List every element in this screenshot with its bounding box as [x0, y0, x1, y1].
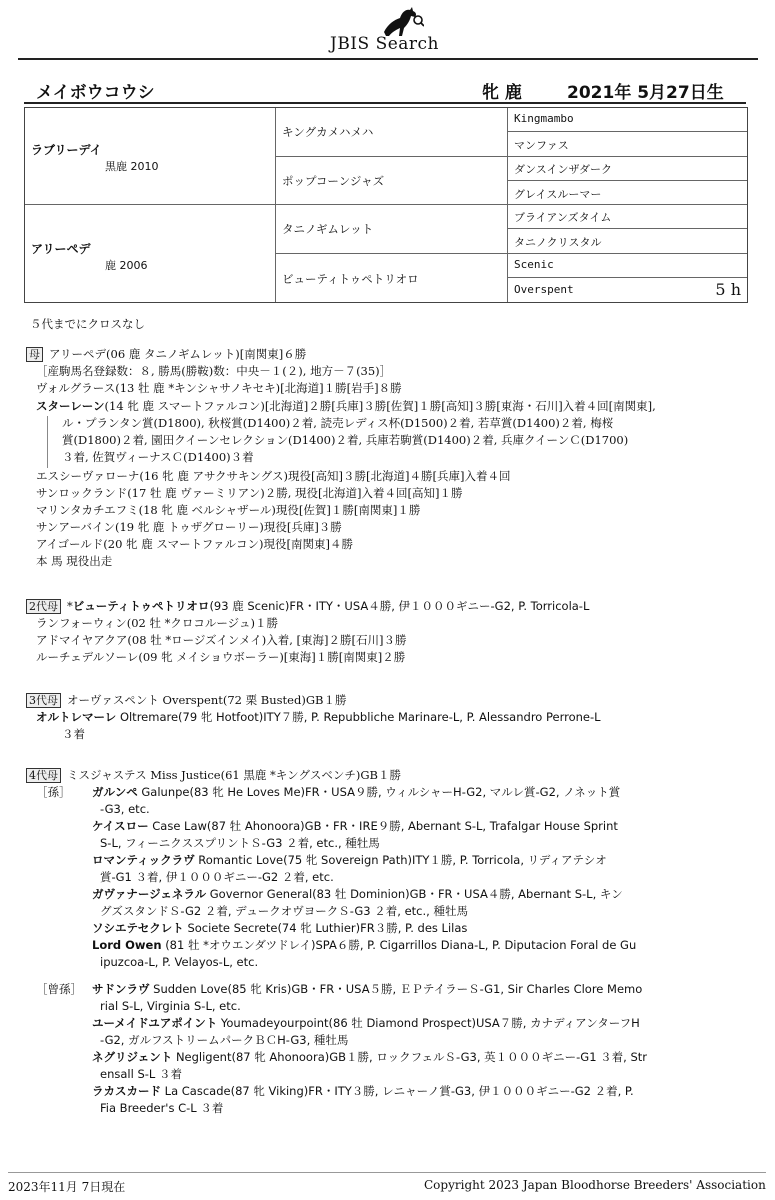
- pedigree-g3-cell[interactable]: [508, 254, 747, 278]
- descendant-name: ロマンティックラヴ: [92, 853, 195, 867]
- fourth-dam-line: ミスジャステス Miss Justice(61 黒鹿 *キングスベンチ)GB１勝: [67, 768, 401, 782]
- pedigree-g2-name: ポップコーンジャズ: [282, 174, 385, 188]
- descendant-entry[interactable]: [92, 1049, 647, 1066]
- descendant-info-cont: rial S-L, Virginia S-L, etc.: [100, 999, 241, 1013]
- pedigree-g3-cell[interactable]: [508, 108, 747, 132]
- second-dam-info: (93 鹿 Scenic)FR・ITY・USA４勝, 伊１０００ギニー-G2, P. Torricola-L: [209, 599, 590, 613]
- pedigree-g3-name: タニノクリスタル: [514, 236, 602, 249]
- pedigree-g2-name: キングカメハメハ: [282, 125, 374, 139]
- pedigree-g2-cell[interactable]: [276, 157, 508, 205]
- pedigree-g2-cell[interactable]: [276, 205, 508, 254]
- third-dam-tag: 3代母: [26, 693, 61, 708]
- second-dam-header: [26, 598, 589, 615]
- descendant-name: ネグリジェント: [92, 1050, 173, 1064]
- sex-color: 牝 鹿: [482, 83, 522, 103]
- horse-name: メイボウコウシ: [36, 83, 155, 103]
- fourth-dam-tag: 4代母: [26, 768, 61, 783]
- descendant-entry[interactable]: [92, 852, 607, 869]
- descendant-info-cont: ensall S-L ３着: [100, 1067, 182, 1081]
- descendant-info: Romantic Love(75 牝 Sovereign Path)ITY１勝, P. Torricola, リディアテシオ: [198, 853, 607, 867]
- logo-text: JBIS Search: [330, 34, 440, 54]
- grandchild-label: ［孫］: [36, 785, 71, 799]
- title-underline: [24, 102, 746, 104]
- offspring-line[interactable]: サンアーバイン(19 牝 鹿 トゥザグローリー)現役[兵庫]３勝: [36, 520, 342, 534]
- pedigree-g3-name: グレイスルーマー: [514, 188, 602, 201]
- offspring-line: 本 馬 現役出走: [36, 554, 113, 568]
- header-divider: [18, 58, 758, 60]
- dam-line: アリーペデ(06 鹿 タニノギムレット)[南関東]６勝: [49, 347, 307, 361]
- descendant-name: ユーメイドユアポイント: [92, 1016, 218, 1030]
- descendant-name: ソシエテセクレト: [92, 921, 184, 935]
- descendant-entry[interactable]: [92, 920, 467, 937]
- offspring-line[interactable]: アイゴールド(20 牝 鹿 スマートファルコン)現役[南関東]４勝: [36, 537, 354, 551]
- descendant-info: Case Law(87 牡 Ahonoora)GB・FR・IRE９勝, Abernant S-L, Trafalgar House Sprint: [152, 819, 618, 833]
- dam-info: 鹿 2006: [105, 259, 148, 272]
- second-dam-tag: 2代母: [26, 599, 61, 614]
- descendant-info: Societe Secrete(74 牝 Luthier)FR３勝, P. des Lilas: [187, 921, 468, 935]
- great-grandchild-label: ［曾孫］: [36, 982, 82, 996]
- descendant-entry[interactable]: [92, 937, 636, 954]
- descendant-info-cont: 賞-G1 ３着, 伊１０００ギニー-G2 ２着, etc.: [100, 870, 334, 884]
- descendant-entry[interactable]: [92, 818, 618, 835]
- descendant-info: Negligent(87 牝 Ahonoora)GB１勝, ロックフェルＳ-G3, 英１０００ギニー-G1 ３着, Str: [175, 1050, 648, 1064]
- descendant-info-cont: S-L, フィーニクススプリントＳ-G3 ２着, etc., 種牡馬: [100, 836, 380, 850]
- third-dam-child-extra: ３着: [62, 727, 85, 741]
- descendant-info-cont: -G2, ガルフストリームパークＢＣH-G3, 種牡馬: [100, 1033, 349, 1047]
- descendant-info: Sudden Love(85 牝 Kris)GB・FR・USA５勝, ＥＰテイラーＳ-G1, Sir Charles Clore Memo: [153, 982, 643, 996]
- descendant-info-cont: グズスタンドＳ-G2 ２着, デュークオヴヨークＳ-G3 ２着, etc., 種牡馬: [100, 904, 468, 918]
- descendant-info-cont: -G3, etc.: [100, 802, 150, 816]
- descendant-name: ケイスロー: [92, 819, 149, 833]
- descendant-entry[interactable]: [92, 886, 623, 903]
- jbis-logo[interactable]: [330, 6, 460, 54]
- descendant-info: Youmadeyourpoint(86 牡 Diamond Prospect)USA７勝, カナディアンターフH: [220, 1016, 640, 1030]
- bracket-line: [47, 416, 48, 468]
- pedigree-g3-cell[interactable]: [508, 181, 747, 205]
- footer-date: 2023年11月 7日現在: [8, 1180, 126, 1194]
- descendant-name: Lord Owen: [92, 938, 162, 952]
- pedigree-g3-name: ブライアンズタイム: [514, 211, 612, 224]
- descendant-entry[interactable]: [92, 1083, 634, 1100]
- footer-copyright: Copyright 2023 Japan Bloodhorse Breeders' Association: [424, 1178, 766, 1192]
- descendant-info-cont: Fia Breeder's C-L ３着: [100, 1101, 224, 1115]
- offspring-line[interactable]: ルーチェデルソーレ(09 牝 メイショウボーラー)[東海]１勝[南関東]２勝: [36, 650, 406, 664]
- offspring-star-line: (14 牝 鹿 スマートファルコン)[北海道]２勝[兵庫]３勝[佐賀]１勝[高知]３勝[東海・石川]入着４回[南関東],: [104, 399, 656, 413]
- offspring-star[interactable]: [36, 398, 656, 415]
- offspring-line[interactable]: サンロックランド(17 牡 鹿 ヴァーミリアン)２勝, 現役[北海道]入着４回[高知]１勝: [36, 486, 463, 500]
- descendant-info: (81 牡 *オウエンダツドレイ)SPA６勝, P. Cigarrillos Diana-L, P. Diputacion Foral de Gu: [165, 938, 637, 952]
- descendant-info: Governor General(83 牡 Dominion)GB・FR・USA４勝, Abernant S-L, キン: [209, 887, 623, 901]
- descendant-name: サドンラヴ: [92, 982, 150, 996]
- pedigree-g3-cell[interactable]: [508, 205, 747, 229]
- sire-name: ラブリーデイ: [31, 143, 102, 157]
- pedigree-g3-cell[interactable]: [508, 132, 747, 157]
- offspring-line[interactable]: エスシーヴァローナ(16 牝 鹿 アサクサキングス)現役[高知]３勝[北海道]４勝[兵庫]入着４回: [36, 469, 511, 483]
- pedigree-g2-cell[interactable]: [276, 254, 508, 302]
- third-dam-child-name: オルトレマーレ: [36, 710, 117, 724]
- offspring-line[interactable]: ヴォルグラース(13 牡 鹿 *キンシャサノキセキ)[北海道]１勝[岩手]８勝: [36, 381, 402, 395]
- offspring-line[interactable]: ランフォーウィン(02 牡 *クロコルージュ)１勝: [36, 616, 278, 630]
- offspring-line[interactable]: アドマイヤアクア(08 牡 *ロージズインメイ)入着, [東海]２勝[石川]３勝: [36, 633, 407, 647]
- fourth-dam-header: [26, 767, 401, 784]
- descendant-entry[interactable]: [92, 981, 642, 998]
- sire-info: 黒鹿 2010: [105, 160, 159, 173]
- birth-date: 2021年 5月27日生: [567, 83, 724, 103]
- pedigree-table: [24, 107, 748, 303]
- pedigree-g3-name: Overspent: [514, 283, 574, 296]
- pedigree-g2-cell[interactable]: [276, 108, 508, 157]
- pedigree-g2-name: タニノギムレット: [282, 222, 374, 236]
- footer-divider: [8, 1172, 766, 1173]
- pedigree-g3-name: ダンスインザダーク: [514, 163, 613, 176]
- descendant-entry[interactable]: [92, 784, 620, 801]
- offspring-line[interactable]: マリンタカチエフミ(18 牝 鹿 ベルシャザール)現役[佐賀]１勝[南関東]１勝: [36, 503, 421, 517]
- dam-produce-summary: ［産駒馬名登録数：８, 勝馬(勝鞍)数：中央－１(２), 地方－７(35)］: [36, 364, 392, 378]
- pedigree-g2-name: ビューティトゥペトリオロ: [282, 272, 419, 286]
- descendant-info: La Cascade(87 牝 Viking)FR・ITY３勝, レニャーノ賞-G3, 伊１０００ギニー-G2 ２着, P.: [164, 1084, 634, 1098]
- sire-cell[interactable]: [25, 108, 276, 205]
- descendant-info: Galunpe(83 牝 He Loves Me)FR・USA９勝, ウィルシャーH-G2, マルレ賞-G2, ノネット賞: [141, 785, 621, 799]
- descendant-entry[interactable]: [92, 1015, 640, 1032]
- dam-tag: 母: [26, 347, 43, 362]
- descendant-info-cont: ipuzcoa-L, P. Velayos-L, etc.: [100, 955, 259, 969]
- dam-cell[interactable]: [25, 205, 276, 302]
- cross-note: ５代までにクロスなし: [30, 317, 145, 331]
- pedigree-g3-cell[interactable]: [508, 157, 747, 181]
- third-dam-child[interactable]: [36, 709, 601, 726]
- descendant-name: ラカスカード: [92, 1084, 161, 1098]
- descendant-name: ガヴァナージェネラル: [92, 887, 207, 901]
- offspring-star-name: スターレーン: [36, 399, 105, 413]
- pedigree-g3-name: Scenic: [514, 258, 554, 271]
- descendant-name: ガルンペ: [92, 785, 138, 799]
- dam-name: アリーペデ: [31, 242, 91, 256]
- pedigree-g3-cell[interactable]: [508, 229, 747, 254]
- third-dam-header: [26, 692, 346, 709]
- offspring-star-line: ル・プランタン賞(D1800), 秋桜賞(D1400)２着, 読売レディス杯(D1500)２着, 若草賞(D1400)２着, 梅桜: [62, 416, 614, 430]
- third-dam-child-info: Oltremare(79 牝 Hotfoot)ITY７勝, P. Repubbliche Marinare-L, P. Alessandro Perrone-L: [119, 710, 601, 724]
- cross-mark: 5 h: [715, 280, 741, 299]
- pedigree-g3-cell[interactable]: [508, 278, 747, 302]
- offspring-star-line: 賞(D1800)２着, 園田クイーンセレクション(D1400)２着, 兵庫若駒賞(D1400)２着, 兵庫クイーンＣ(D1700): [62, 433, 629, 447]
- star-prefix: *: [67, 599, 73, 613]
- dam-section-header: [26, 346, 306, 363]
- pedigree-g3-name: Kingmambo: [514, 112, 574, 125]
- second-dam-name[interactable]: ビューティトゥペトリオロ: [72, 599, 210, 613]
- offspring-star-line: ３着, 佐賀ヴィーナスＣ(D1400)３着: [62, 450, 254, 464]
- pedigree-g3-name: マンファス: [514, 139, 569, 152]
- third-dam-line: オーヴァスペント Overspent(72 栗 Busted)GB１勝: [67, 693, 347, 707]
